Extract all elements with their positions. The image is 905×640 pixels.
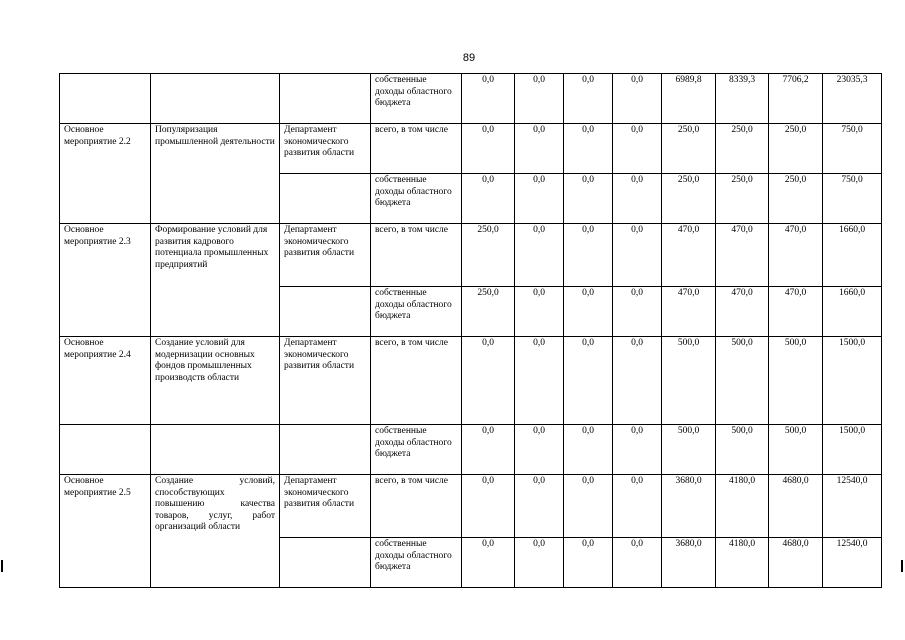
value-cell: 470,0 [716,224,769,287]
executor-cell: Департамент экономического развития области [280,124,371,174]
value-cell: 0,0 [462,74,515,124]
value-cell: 0,0 [564,287,613,337]
value-cell: 0,0 [564,475,613,538]
value-cell: 0,0 [462,174,515,224]
value-cell: 0,0 [613,124,662,174]
page-number: 89 [462,52,476,64]
scan-margin-mark-left [1,560,3,572]
measure-title-cell: Создание условий для модернизации основных фондов промышленных производств области [151,337,280,425]
value-cell: 0,0 [462,124,515,174]
value-cell: 0,0 [515,538,564,588]
value-cell: 500,0 [716,425,769,475]
value-cell: 0,0 [613,224,662,287]
measure-name-cell: Основное мероприятие 2.5 [60,475,151,588]
executor-cell [280,74,371,124]
value-cell: 7706,2 [769,74,823,124]
funding-source-cell: собственные доходы областного бюджета [371,74,462,124]
value-cell: 250,0 [662,124,716,174]
value-cell: 0,0 [613,475,662,538]
measure-title-cell [151,74,280,124]
table-row [60,74,882,124]
executor-cell: Департамент экономического развития области [280,337,371,425]
measure-name-cell [60,425,151,475]
value-cell: 0,0 [613,538,662,588]
table-row [60,337,882,425]
value-cell: 0,0 [462,475,515,538]
value-cell: 4680,0 [769,475,823,538]
funding-source-cell: всего, в том числе [371,224,462,287]
value-cell: 250,0 [462,224,515,287]
value-cell: 0,0 [564,124,613,174]
value-cell: 0,0 [613,425,662,475]
value-cell: 4180,0 [716,538,769,588]
value-cell: 500,0 [662,337,716,425]
value-cell: 4180,0 [716,475,769,538]
value-cell: 250,0 [716,174,769,224]
total-cell: 12540,0 [823,475,882,538]
value-cell: 0,0 [564,425,613,475]
value-cell: 470,0 [769,287,823,337]
measure-name-cell: Основное мероприятие 2.2 [60,124,151,224]
funding-source-cell: всего, в том числе [371,475,462,538]
value-cell: 0,0 [515,475,564,538]
value-cell: 0,0 [564,174,613,224]
executor-cell: Департамент экономического развития области [280,475,371,538]
value-cell: 0,0 [613,337,662,425]
value-cell: 0,0 [613,74,662,124]
value-cell: 0,0 [564,337,613,425]
value-cell: 8339,3 [716,74,769,124]
value-cell: 4680,0 [769,538,823,588]
value-cell: 500,0 [716,337,769,425]
measure-title-cell [151,425,280,475]
value-cell: 6989,8 [662,74,716,124]
funding-source-cell: собственные доходы областного бюджета [371,287,462,337]
scan-margin-mark-right [901,560,903,572]
value-cell: 250,0 [769,124,823,174]
budget-table [59,73,882,588]
measure-title-cell: Популяризация промышленной деятельности [151,124,280,224]
value-cell: 470,0 [662,287,716,337]
value-cell: 3680,0 [662,475,716,538]
total-cell: 1660,0 [823,287,882,337]
value-cell: 500,0 [662,425,716,475]
table-row [60,475,882,538]
value-cell: 0,0 [564,74,613,124]
executor-cell [280,174,371,224]
value-cell: 0,0 [515,174,564,224]
value-cell: 470,0 [716,287,769,337]
funding-source-cell: всего, в том числе [371,124,462,174]
table-row [60,124,882,174]
funding-source-cell: собственные доходы областного бюджета [371,425,462,475]
value-cell: 250,0 [716,124,769,174]
value-cell: 250,0 [462,287,515,337]
value-cell: 0,0 [462,538,515,588]
total-cell: 23035,3 [823,74,882,124]
value-cell: 0,0 [462,337,515,425]
executor-cell [280,538,371,588]
value-cell: 500,0 [769,425,823,475]
executor-cell [280,425,371,475]
value-cell: 0,0 [515,337,564,425]
value-cell: 3680,0 [662,538,716,588]
measure-name-cell: Основное мероприятие 2.3 [60,224,151,337]
measure-name-cell: Основное мероприятие 2.4 [60,337,151,425]
total-cell: 1660,0 [823,224,882,287]
value-cell: 0,0 [613,174,662,224]
value-cell: 0,0 [515,74,564,124]
total-cell: 12540,0 [823,538,882,588]
value-cell: 0,0 [515,124,564,174]
funding-source-cell: всего, в том числе [371,337,462,425]
funding-source-cell: собственные доходы областного бюджета [371,174,462,224]
table-row [60,425,882,475]
value-cell: 0,0 [613,287,662,337]
measure-title-cell: Формирование условий для развития кадрового потенциала промышленных предприятий [151,224,280,337]
executor-cell: Департамент экономического развития области [280,224,371,287]
total-cell: 1500,0 [823,337,882,425]
value-cell: 470,0 [662,224,716,287]
funding-source-cell: собственные доходы областного бюджета [371,538,462,588]
value-cell: 0,0 [515,287,564,337]
value-cell: 0,0 [515,425,564,475]
value-cell: 0,0 [515,224,564,287]
measure-name-cell [60,74,151,124]
value-cell: 0,0 [462,425,515,475]
value-cell: 500,0 [769,337,823,425]
value-cell: 470,0 [769,224,823,287]
value-cell: 0,0 [564,224,613,287]
total-cell: 750,0 [823,124,882,174]
executor-cell [280,287,371,337]
table-row [60,224,882,287]
total-cell: 750,0 [823,174,882,224]
total-cell: 1500,0 [823,425,882,475]
value-cell: 250,0 [662,174,716,224]
value-cell: 0,0 [564,538,613,588]
value-cell: 250,0 [769,174,823,224]
measure-title-cell: Создание условий, способствующих повышению качества товаров, услуг, работ организаций области [151,475,280,588]
